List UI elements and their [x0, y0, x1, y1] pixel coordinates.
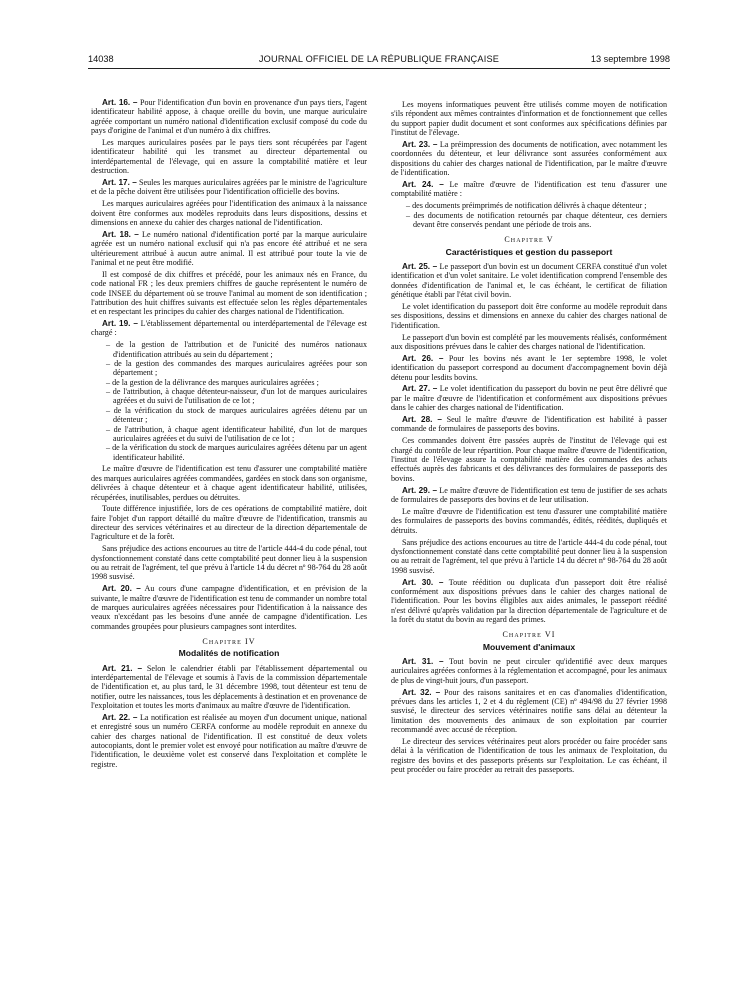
left-column [91, 98, 367, 982]
article-paragraph [91, 230, 367, 267]
article-paragraph [391, 578, 667, 625]
article-paragraph [391, 262, 667, 299]
article-paragraph [391, 140, 667, 177]
list-item: – de la gestion de l'attribution et de l'unicité des numéros nationaux d'identification attribués au sein du département ; [106, 340, 367, 359]
article-paragraph [91, 178, 367, 197]
enumeration-list [91, 340, 367, 461]
paragraph: Le maître d'œuvre de l'identification est tenu d'assurer une comptabilité matière des marques auriculaires agréées commandées, gardées en stock dans son organisme, délivrées à chaque détenteur et à chaque agent identificateur habilité, utilisées, récupérées, inutilisables, perdues ou détruites. [91, 464, 367, 502]
article-text: Pour l'identification d'un bovin en provenance d'un pays tiers, l'agent identificateur habilité appose, à chaque oreille du bovin, une marque auriculaire agréée comportant un numéro national d'identification exclusif composé du code du pays d'origine de l'animal et d'un numéro à dix chiffres. [91, 98, 367, 136]
article-paragraph [391, 657, 667, 685]
list-item: – de la gestion des commandes des marques auriculaires agréées pour son département ; [106, 359, 367, 378]
article-text: Selon le calendrier établi par l'établissement départemental ou interdépartemental de l'élevage et soumis à l'avis de la commission départementale de l'identification et, au plus tard, le 31 décembre 1998, tout détenteur est tenu de notifier, outre les naissances, tous les déplacements à destination et en provenance de l'exploitation et toutes les morts d'animaux au maître d'œuvre de l'identification. [91, 663, 367, 711]
article-label: Art. 31. – [402, 656, 444, 666]
article-paragraph [391, 486, 667, 505]
article-label: Art. 25. – [402, 261, 438, 271]
paragraph: Les marques auriculaires posées par le pays tiers sont récupérées par l'agent identificateur habilité qui les transmet au directeur départemental ou interdépartemental de l'élevage, qui en assure la comptabilité matière et leur destruction. [91, 137, 367, 175]
paragraph: Il est composé de dix chiffres et précédé, pour les animaux nés en France, du code national FR ; les deux premiers chiffres de gauche représentent le numéro de code INSEE du département où se trouve l'animal au moment de son identification ; l'attribution des huit chiffres suivants est effectuée selon les règles départementales et en respectant les principes du cahier des charges national de l'identification. [91, 269, 367, 317]
paragraph: Les marques auriculaires agréées pour l'identification des animaux à la naissance doivent être conformes aux modèles reproduits dans leurs dispositions, dessins et dimensions en annexe du cahier des charges national de l'identification. [91, 199, 367, 227]
paragraph: Ces commandes doivent être passées auprès de l'institut de l'élevage qui est chargé du contrôle de leur répartition. Pour chaque maître d'œuvre de l'identification, l'institut de l'élevage assure la comptabilité matière des commandes des achats effectués auprès des fabricants et des délivrances des formulaires de passeports des bovins. [391, 436, 667, 483]
article-label: Art. 17. – [102, 177, 137, 187]
article-text: Le maître d'œuvre de l'identification est tenu d'assurer une comptabilité matière : [391, 179, 667, 199]
chapter-heading: Chapitre IV [202, 637, 256, 647]
list-item: – de la vérification du stock de marques auriculaires agréées détenu par un détenteur ; [106, 405, 367, 425]
article-paragraph [91, 713, 367, 769]
article-label: Art. 28. – [402, 415, 442, 425]
list-item: – de l'attribution, à chaque agent identificateur habilité, d'un lot de marques auriculaires agréées et du suivi de l'utilisation de ce lot ; [106, 424, 367, 443]
article-text: Pour les bovins nés avant le 1er septembre 1998, le volet identification du passeport correspond au document d'accompagnement bovin déjà détenu pour lesdits bovins. [391, 353, 667, 382]
list-item: – des documents préimprimés de notification délivrés à chaque détenteur ; [406, 201, 647, 211]
paragraph: Le volet identification du passeport doit être conforme au modèle reproduit dans ses dispositions, dessins et dimensions en annexe du cahier des charges national de l'identification. [391, 301, 667, 330]
article-label: Art. 22. – [102, 713, 138, 723]
article-paragraph [91, 98, 367, 135]
journal-title: JOURNAL OFFICIEL DE LA RÉPUBLIQUE FRANÇAISE [258, 54, 500, 64]
section-heading: Caractéristiques et gestion du passeport [445, 246, 613, 257]
article-label: Art. 21. – [102, 663, 143, 673]
article-label: Art. 20. – [102, 584, 141, 594]
article-label: Art. 30. – [402, 577, 444, 587]
right-column [391, 100, 667, 984]
article-paragraph [391, 415, 667, 434]
article-label: Art. 19. – [102, 319, 138, 329]
issue-date: 13 septembre 1998 [590, 54, 670, 64]
paragraph: Le directeur des services vétérinaires peut alors procéder ou faire procéder sans délai à la vérification de l'identification de tous les animaux de l'exploitation, du registre des bovins et des passeports présents sur l'exploitation. Le cas échéant, il peut procéder ou faire procéder au retrait des passeports. [391, 736, 667, 774]
paragraph: Le maître d'œuvre de l'identification est tenu d'assurer une comptabilité matière des formulaires de passeports des bovins commandés, édités, réédités, dupliqués et détruits. [391, 506, 667, 535]
article-label: Art. 32. – [402, 687, 441, 697]
article-label: Art. 16. – [102, 98, 138, 107]
article-text: La notification est réalisée au moyen d'un document unique, national et enregistré sous un numéro CERFA conforme au modèle reproduit en annexe du cahier des charges national de l'identification. Il est constitué de deux volets autocopiants, dont le premier volet est envoyé pour notification au maître d'œuvre de l'identification, le deuxième volet est conservé dans l'exploitation et complète le registre. [91, 713, 367, 769]
article-paragraph [391, 180, 667, 199]
section-heading: Modalités de notification [178, 648, 280, 659]
enumeration-list [391, 201, 667, 229]
article-text: Toute réédition ou duplicata d'un passeport doit être réalisé conformément aux dispositions prévues dans le cahier des charges national de l'identification. Pour les bovins éligibles aux aides animales, le passeport réédité n'est délivré qu'après validation par la direction départementale de l'agriculture et de la forêt du statut du bovin au regard des primes. [391, 577, 667, 624]
article-text: La préimpression des documents de notification, avec notamment les coordonnées du détenteur, et leur délivrance sont assurées conformément aux dispositions du cahier des charges national de l'identification, par le maître d'œuvre de l'identification. [391, 139, 667, 177]
article-text: Le passeport d'un bovin est un document CERFA constitué d'un volet identification et d'un volet sanitaire. Le volet identification comprend l'ensemble des données d'identification de l'animal et, le cas échéant, le certificat de filiation génétique établi par l'état civil bovin. [391, 261, 667, 299]
article-text: Pour des raisons sanitaires et en cas d'anomalies d'identification, prévues dans les articles 1, 2 et 4 du règlement (CE) nº 494/98 du 27 février 1998 susvisé, le directeur des services vétérinaires notifie sans délai au détenteur la limitation des mouvements des animaux de son exploitation par courrier recommandé avec accusé de réception. [391, 687, 667, 734]
article-text: Seules les marques auriculaires agréées par le ministre de l'agriculture et de la pêche doivent être utilisées pour l'identification officielle des bovins. [91, 177, 367, 197]
article-label: Art. 23. – [402, 139, 438, 149]
article-label: Art. 18. – [102, 229, 139, 239]
paragraph: Toute différence injustifiée, lors de ces opérations de comptabilité matière, doit faire l'objet d'un rapport détaillé du maître d'œuvre de l'identification, transmis au directeur des services vétérinaires et au directeur de la direction départementale de l'agriculture et de la forêt. [91, 504, 367, 542]
article-text: Le maître d'œuvre de l'identification est tenu de justifier de ses achats de formulaires de passeports des bovins et de leur utilisation. [391, 485, 667, 504]
article-label: Art. 26. – [402, 353, 444, 363]
article-text: Seul le maître d'œuvre de l'identification est habilité à passer commande de formulaires de passeports des bovins. [391, 415, 667, 434]
chapter-heading: Chapitre VI [502, 630, 556, 640]
article-text: Au cours d'une campagne d'identification, et en prévision de la suivante, le maître d'œuvre de l'identification est tenu de commander un nombre total de marques auriculaires agréées nécessaires pour l'identification à la naissance des veaux n'excédant pas les besoins d'une année de campagne d'identification. Les commandes groupées pour plusieurs campagnes sont interdites. [91, 584, 367, 631]
article-text: Le numéro national d'identification porté par la marque auriculaire agréée est un numéro national exclusif qui n'a pas encore été attribué et ne sera ultérieurement attribué à aucun autre animal. Il est attribué pour toute la vie de l'animal et ne peut être modifié. [91, 229, 367, 267]
article-paragraph [391, 688, 667, 735]
article-label: Art. 24. – [402, 179, 444, 189]
list-item: – des documents de notification retournés par chaque détenteur, ces derniers devant être conservés pendant une période de trois ans. [406, 210, 667, 229]
list-item: – de la gestion de la délivrance des marques auriculaires agréées ; [106, 377, 319, 387]
article-text: Le volet identification du passeport du bovin ne peut être délivré que par le maître d'œuvre de l'identification et conformément aux dispositions prévues dans le cahier des charges national de l'identification. [391, 384, 667, 413]
paragraph: Sans préjudice des actions encourues au titre de l'article 444-4 du code pénal, tout dysfonctionnement constaté dans cette comptabilité peut donner lieu à la suspension ou au retrait de l'agrément, tel que prévu à l'article 14 du décret nº 98-764 du 28 août 1998 susvisé. [391, 537, 667, 575]
article-paragraph [91, 319, 367, 338]
article-text: Tout bovin ne peut circuler qu'identifié avec deux marques auriculaires agréées conformes à la réglementation et accompagné, pour les animaux de plus de vingt-huit jours, d'un passeport. [391, 656, 667, 685]
paragraph: Les moyens informatiques peuvent être utilisés comme moyen de notification s'ils répondent aux mêmes contraintes d'information et de fonctionnement que celles du support papier dudit document et sont conformes aux spécifications définies par l'institut de l'élevage. [391, 100, 667, 138]
paragraph: Sans préjudice des actions encourues au titre de l'article 444-4 du code pénal, tout dysfonctionnement constaté dans cette comptabilité peut donner lieu à la suspension ou au retrait de l'agrément, tel que prévu à l'article 14 du décret nº 98-764 du 28 août 1998 susvisé. [91, 544, 367, 582]
section-heading: Mouvement d'animaux [482, 641, 576, 652]
list-item: – de la vérification du stock de marques auriculaires agréées détenu par un agent identificateur habilité. [106, 443, 367, 462]
chapter-heading: Chapitre V [504, 235, 554, 245]
article-label: Art. 27. – [402, 384, 438, 394]
article-paragraph [91, 664, 367, 711]
article-text: L'établissement départemental ou interdépartemental de l'élevage est chargé : [91, 319, 367, 338]
article-label: Art. 29. – [402, 485, 438, 495]
list-item: – de l'attribution, à chaque détenteur-naisseur, d'un lot de marques auriculaires agréées et du suivi de l'utilisation de ce lot ; [106, 387, 367, 406]
paragraph: Le passeport d'un bovin est complété par les mouvements réalisés, conformément aux dispositions prévues dans le cahier des charges national de l'identification. [391, 332, 667, 351]
article-paragraph [391, 384, 667, 412]
article-paragraph [391, 354, 667, 382]
article-paragraph [91, 584, 367, 631]
page-header [88, 54, 670, 68]
page-number: 14038 [88, 54, 114, 64]
header-rule [88, 68, 670, 69]
